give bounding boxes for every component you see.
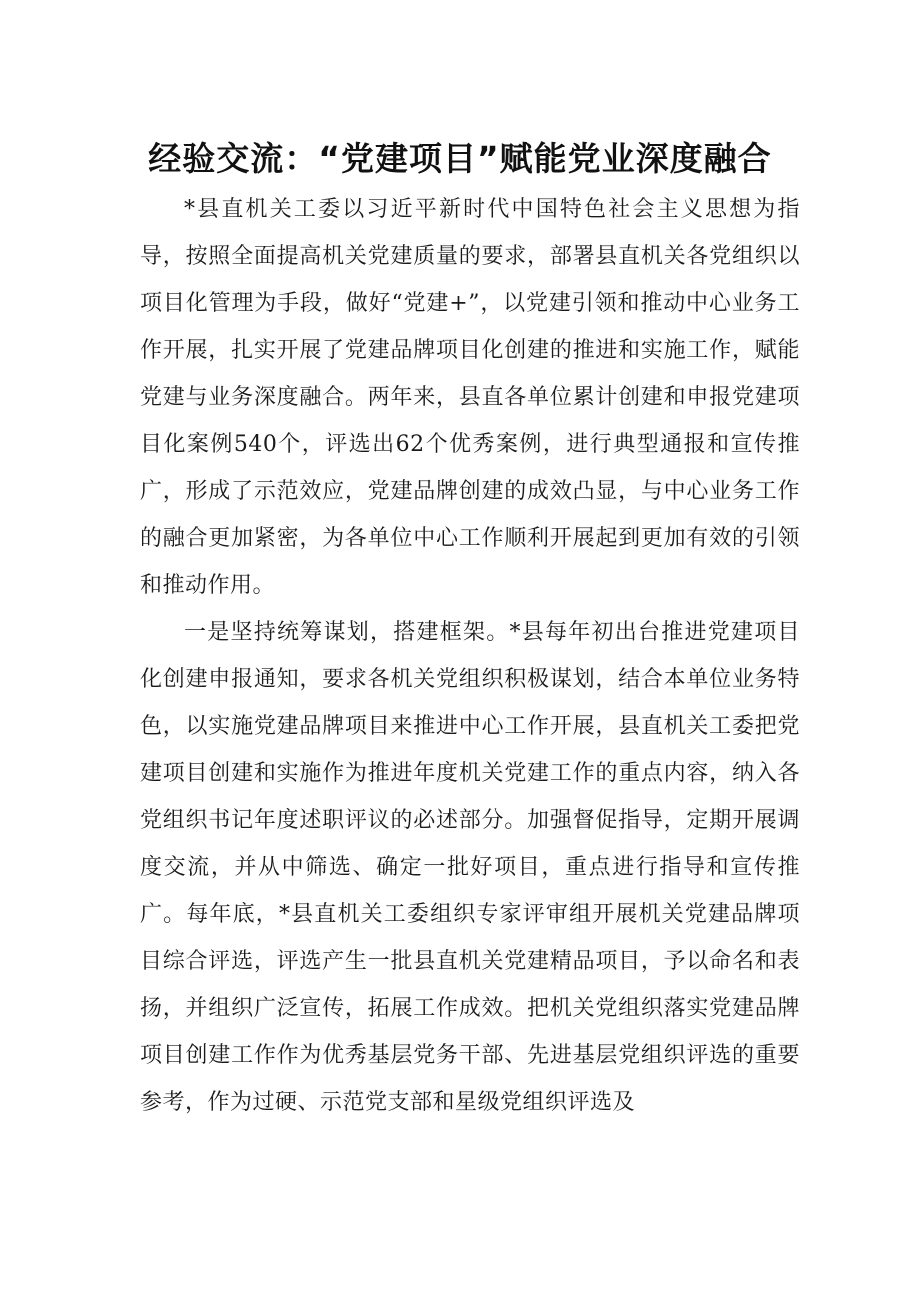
paragraph-point-one: 一是坚持统筹谋划，搭建框架。*县每年初出台推进党建项目化创建申报通知，要求各机关党组织积极谋划，结合本单位业务特色，以实施党建品牌项目来推进中心工作开展，县直机关工委把党建项目创建和实施作为推进年度机关党建工作的重点内容，纳入各党组织书记年度述职评议的必述部分。加强督促指导，定期开展调度交流，并从中筛选、确定一批好项目，重点进行指导和宣传推广。每年底，*县直机关工委组织专家评审组开展机关党建品牌项目综合评选，评选产生一批县直机关党建精品项目，予以命名和表扬，并组织广泛宣传，拓展工作成效。把机关党组织落实党建品牌项目创建工作作为优秀基层党务干部、先进基层党组织评选的重要参考，作为过硬、示范党支部和星级党组织评选及 [140, 620, 800, 1115]
document-title: 经验交流：“党建项目”赋能党业深度融合 [148, 139, 772, 178]
paragraph-intro: *县直机关工委以习近平新时代中国特色社会主义思想为指导，按照全面提高机关党建质量的要求，部署县直机关各党组织以项目化管理为手段，做好“党建+”，以党建引领和推动中心业务工作开展，扎实开展了党建品牌项目化创建的推进和实施工作，赋能党建与业务深度融合。两年来，县直各单位累计创建和申报党建项目化案例540个，评选出62个优秀案例，进行典型通报和宣传推广，形成了示范效应，党建品牌创建的成效凸显，与中心业务工作的融合更加紧密，为各单位中心工作顺利开展起到更加有效的引领和推动作用。 [140, 197, 800, 598]
document-body [140, 186, 800, 1126]
